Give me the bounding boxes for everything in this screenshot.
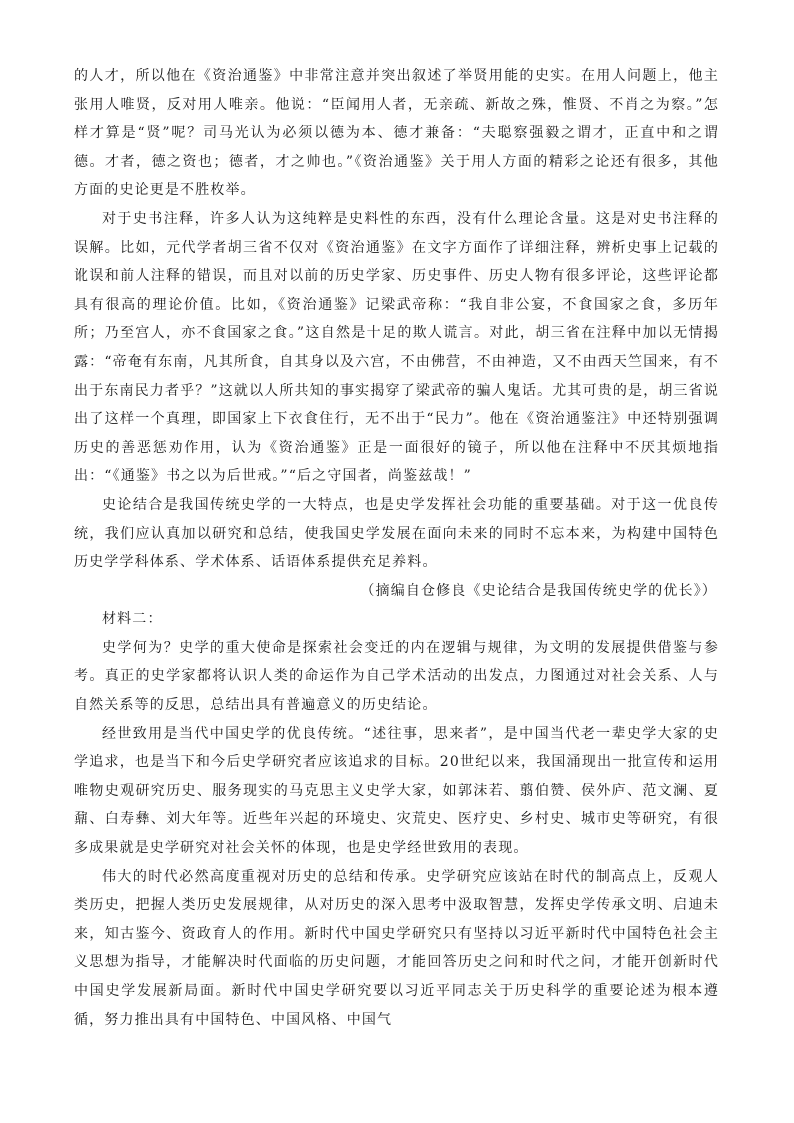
material-2-paragraph-2: 经世致用是当代中国史学的优良传统。“述往事，思来者”，是中国当代老一辈史学大家的史学追求，也是当下和今后史学研究者应该追求的目标。20世纪以来，我国涌现出一批宣传和运用唯物史观研究历史、服务现实的马克思主义史学大家，如郭沫若、翦伯赞、侯外庐、范文澜、夏鼐、白寿彝、刘大年等。近些年兴起的环境史、灾荒史、医疗史、乡村史、城市史等研究，有很多成果就是史学研究对社会关怀的体现，也是史学经世致用的表现。 bbox=[74, 725, 719, 857]
paragraph-1: 的人才，所以他在《资治通鉴》中非常注意并突出叙述了举贤用能的史实。在用人问题上，他主张用人唯贤，反对用人唯亲。他说：“臣闻用人者，无亲疏、新故之殊，惟贤、不肖之为察。”怎样才算是“贤”呢？司马光认为必须以德为本、德才兼备：“夫聪察强毅之谓才，正直中和之谓德。才者，德之资也；德者，才之帅也。”《资治通鉴》关于用人方面的精彩之论还有很多，其他方面的史论更是不胜枚举。 bbox=[74, 68, 719, 199]
material-2-paragraph-1: 史学何为？史学的重大使命是探索社会变迁的内在逻辑与规律，为文明的发展提供借鉴与参考。真正的史学家都将认识人类的命运作为自己学术活动的出发点，力图通过对社会关系、人与自然关系等的反思，总结出具有普遍意义的历史结论。 bbox=[74, 639, 719, 714]
document-page bbox=[74, 62, 719, 1034]
paragraph-2: 对于史书注释，许多人认为这纯粹是史料性的东西，没有什么理论含量。这是对史书注释的误解。比如，元代学者胡三省不仅对《资治通鉴》在文字方面作了详细注释，辨析史事上记载的讹误和前人注释的错误，而且对以前的历史学家、历史事件、历史人物有很多评论，这些评论都具有很高的理论价值。比如，《资治通鉴》记梁武帝称：“我自非公宴，不食国家之食，多历年所；乃至宫人，亦不食国家之食。”这自然是十足的欺人谎言。对此，胡三省在注释中加以无情揭露：“帝奄有东南，凡其所食，自其身以及六宫，不由佛营，不由神造，又不由西天竺国来，有不出于东南民力者乎？”这就以人所共知的事实揭穿了梁武帝的骗人鬼话。尤其可贵的是，胡三省说出了这样一个真理，即国家上下衣食住行，无不出于“民力”。他在《资治通鉴注》中还特别强调历史的善恶惩劝作用，认为《资治通鉴》正是一面很好的镜子，所以他在注释中不厌其烦地指出：“《通鉴》书之以为后世戒。”“后之守国者，尚鉴兹哉！” bbox=[74, 210, 719, 485]
paragraph-3: 史论结合是我国传统史学的一大特点，也是史学发挥社会功能的重要基础。对于这一优良传统，我们应认真加以研究和总结，使我国史学发展在面向未来的同时不忘本来，为构建中国特色历史学学科体系、学术体系、话语体系提供充足养料。 bbox=[74, 496, 719, 571]
source-citation: （摘编自仓修良《史论结合是我国传统史学的优长》） bbox=[360, 582, 717, 599]
material-2-label: 材料二： bbox=[102, 611, 163, 628]
material-2-paragraph-3: 伟大的时代必然高度重视对历史的总结和传承。史学研究应该站在时代的制高点上，反观人类历史，把握人类历史发展规律，从对历史的深入思考中汲取智慧，发挥史学传承文明、启迪未来，知古鉴今、资政育人的作用。新时代中国史学研究只有坚持以习近平新时代中国特色社会主义思想为指导，才能解决时代面临的历史问题，才能回答历史之问和时代之问，才能开创新时代中国史学发展新局面。新时代中国史学研究要以习近平同志关于历史科学的重要论述为根本遵循，努力推出具有中国特色、中国风格、中国气 bbox=[74, 868, 719, 1028]
